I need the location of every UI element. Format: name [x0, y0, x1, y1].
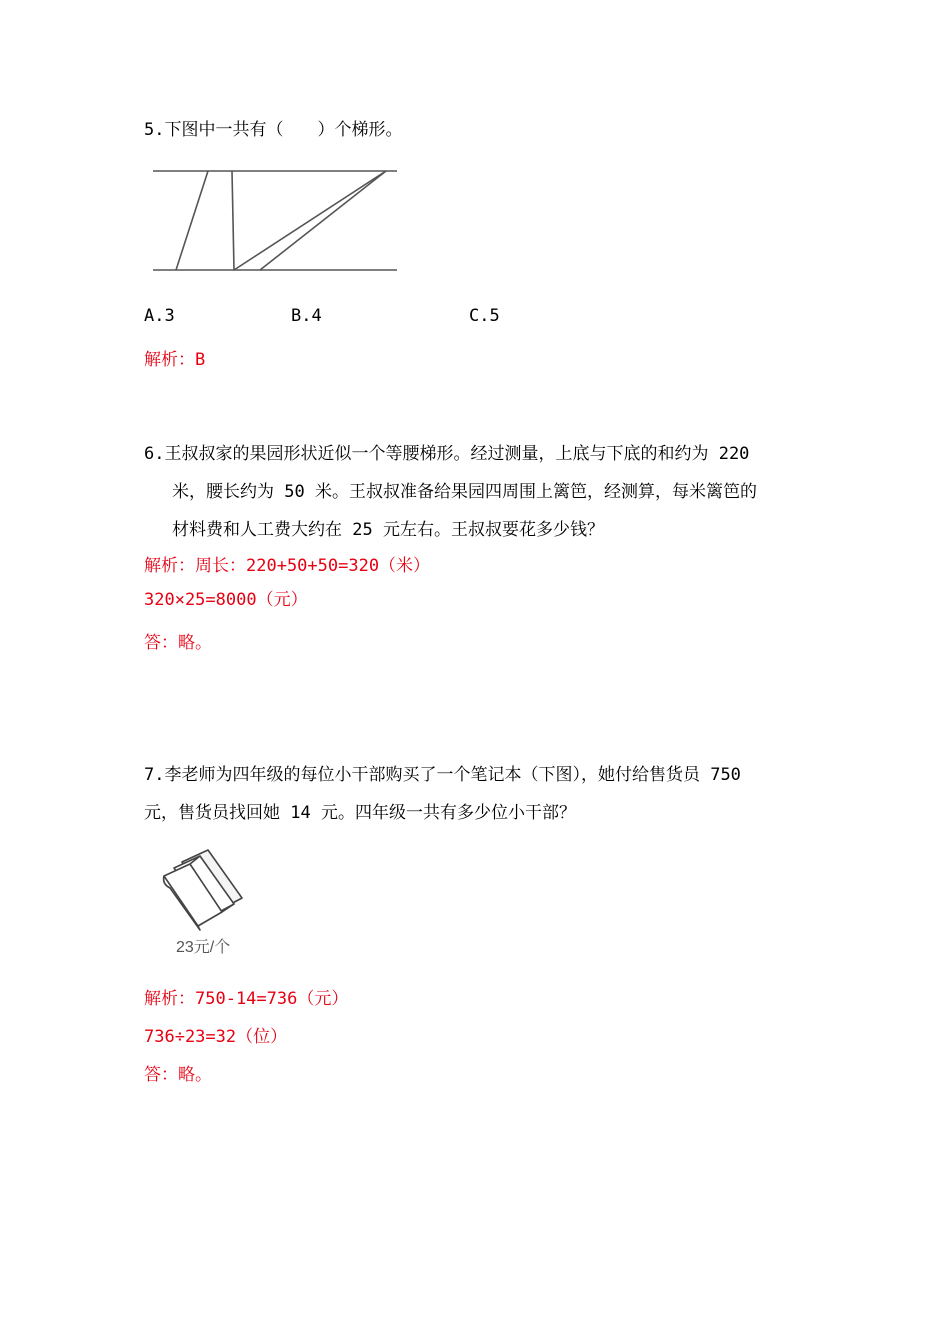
q7-question-line-2: 元，售货员找回她 14 元。四年级一共有多少位小干部？: [144, 803, 576, 823]
q6-question-line-1: 6.王叔叔家的果园形状近似一个等腰梯形。经过测量，上底与下底的和约为 220: [144, 444, 750, 464]
q5-option-c: C.5: [469, 306, 500, 326]
q7-answer-line-1: 解析：750-14=736（元）: [144, 989, 349, 1009]
q6-answer-line-1: 解析：周长：220+50+50=320（米）: [144, 556, 431, 576]
q7-answer-line-3: 答：略。: [144, 1065, 212, 1085]
slanted-segment-1: [176, 171, 208, 270]
q6-answer-line-2: 320×25=8000（元）: [144, 590, 308, 610]
q6-question-line-3: 材料费和人工费大约在 25 元左右。王叔叔要花多少钱？: [172, 520, 604, 540]
trapezoid-figure: [150, 163, 410, 283]
q7-question-line-1: 7.李老师为四年级的每位小干部购买了一个笔记本（下图），她付给售货员 750: [144, 765, 741, 785]
q5-option-b: B.4: [291, 306, 322, 326]
diagonal-segment-1: [234, 171, 386, 270]
q5-answer: 解析：B: [144, 350, 206, 370]
diagonal-segment-2: [260, 171, 386, 270]
price-label: 23元/个: [176, 939, 231, 956]
q6-answer-line-3: 答：略。: [144, 633, 212, 653]
notebook-icon: [160, 846, 250, 936]
q7-answer-line-2: 736÷23=32（位）: [144, 1027, 288, 1047]
vertical-segment: [232, 171, 234, 270]
q5-option-a: A.3: [144, 306, 175, 326]
q5-question: 5.下图中一共有（ ）个梯形。: [144, 120, 403, 140]
q6-question-line-2: 米，腰长约为 50 米。王叔叔准备给果园四周围上篱笆，经测算，每米篱笆的: [172, 482, 757, 502]
